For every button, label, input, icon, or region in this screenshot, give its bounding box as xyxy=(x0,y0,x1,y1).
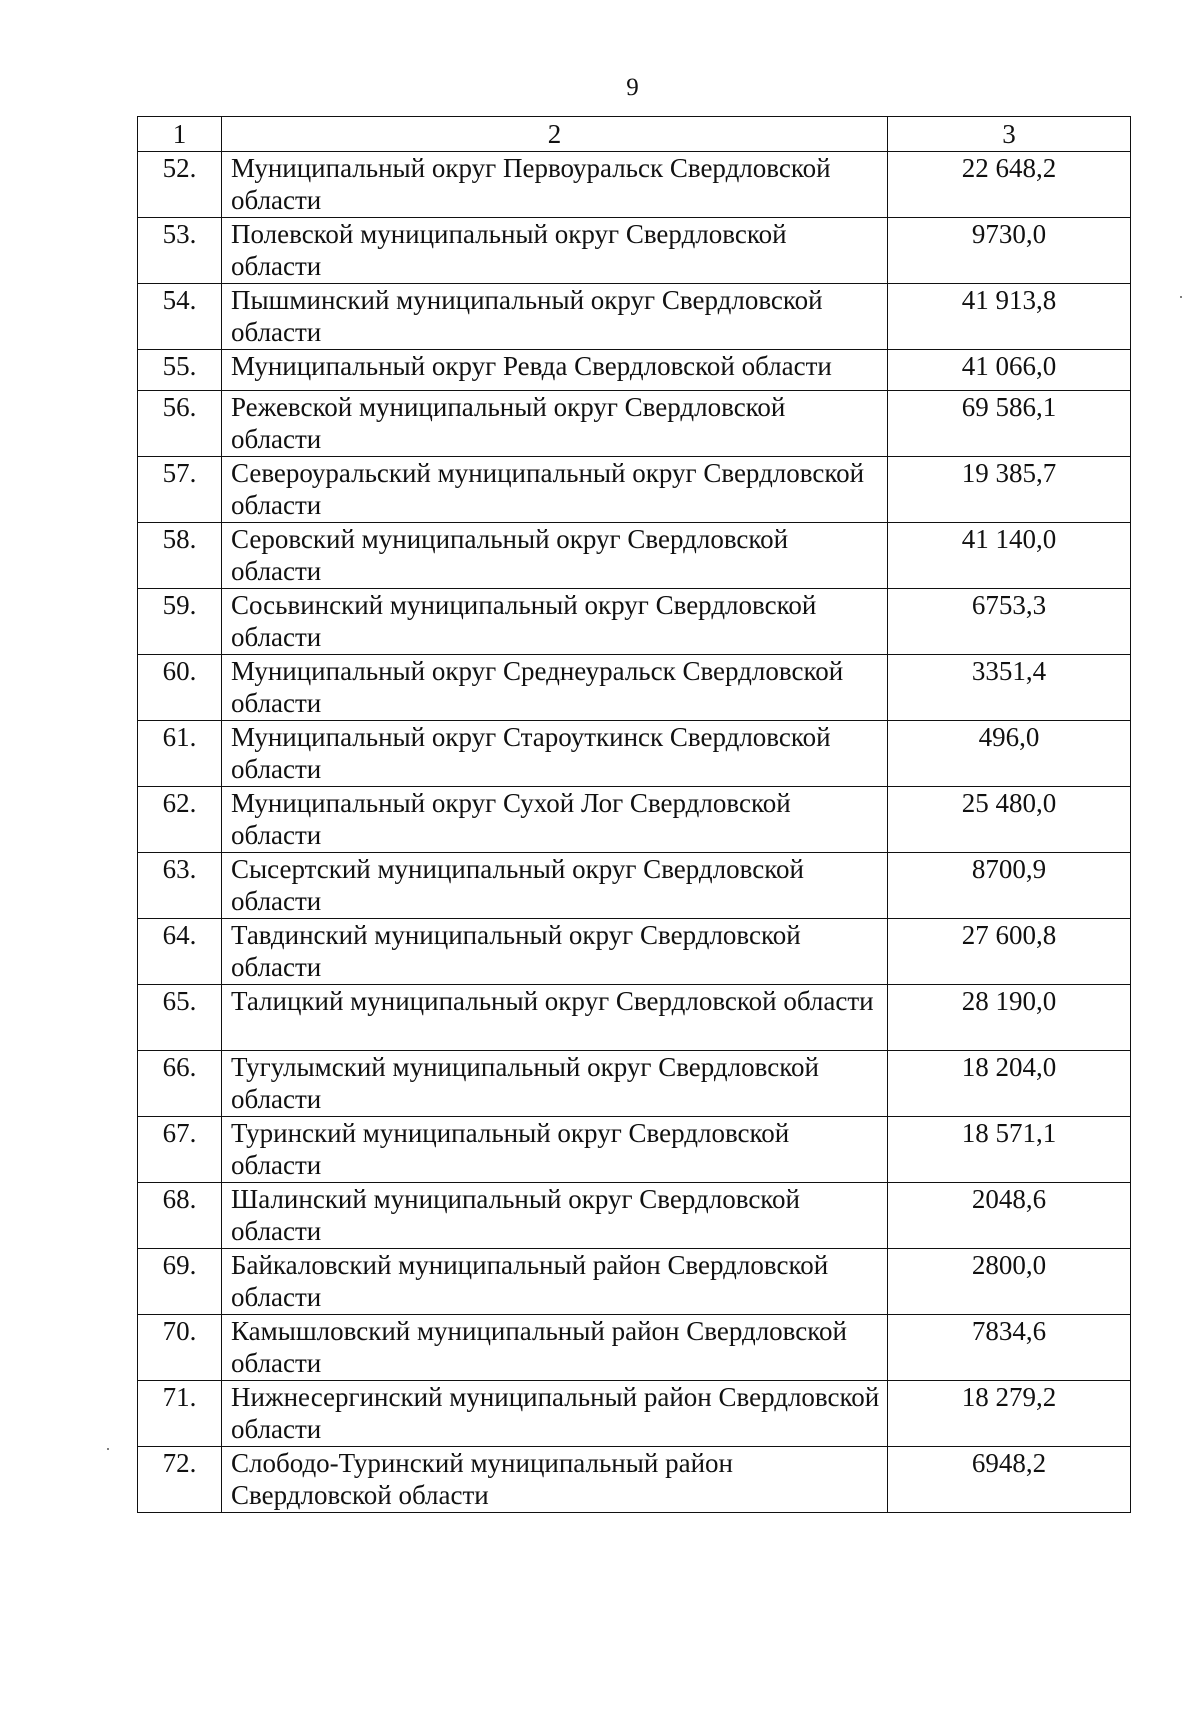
municipality-name: Североуральский муниципальный округ Свердловской области xyxy=(222,457,888,523)
amount-value: 41 066,0 xyxy=(888,350,1131,391)
row-number: 70. xyxy=(138,1315,222,1381)
row-number: 56. xyxy=(138,391,222,457)
amount-value: 8700,9 xyxy=(888,853,1131,919)
row-number: 65. xyxy=(138,985,222,1051)
table-row xyxy=(138,457,1131,523)
table-row xyxy=(138,1249,1131,1315)
municipality-name: Серовский муниципальный округ Свердловской области xyxy=(222,523,888,589)
municipality-name: Муниципальный округ Сухой Лог Свердловской области xyxy=(222,787,888,853)
table-row xyxy=(138,391,1131,457)
amount-value: 41 140,0 xyxy=(888,523,1131,589)
table-row xyxy=(138,1381,1131,1447)
amount-value: 6753,3 xyxy=(888,589,1131,655)
table-row xyxy=(138,523,1131,589)
table-row xyxy=(138,919,1131,985)
municipality-name: Тавдинский муниципальный округ Свердловской области xyxy=(222,919,888,985)
municipality-name: Тугулымский муниципальный округ Свердловской области xyxy=(222,1051,888,1117)
allocation-table xyxy=(137,116,1131,1513)
row-number: 68. xyxy=(138,1183,222,1249)
amount-value: 18 571,1 xyxy=(888,1117,1131,1183)
amount-value: 18 204,0 xyxy=(888,1051,1131,1117)
table-row xyxy=(138,1051,1131,1117)
municipality-name: Туринский муниципальный округ Свердловской области xyxy=(222,1117,888,1183)
row-number: 55. xyxy=(138,350,222,391)
header-col-1: 1 xyxy=(138,117,222,152)
row-number: 63. xyxy=(138,853,222,919)
municipality-name: Пышминский муниципальный округ Свердловской области xyxy=(222,284,888,350)
amount-value: 2048,6 xyxy=(888,1183,1131,1249)
amount-value: 3351,4 xyxy=(888,655,1131,721)
municipality-name: Муниципальный округ Первоуральск Свердловской области xyxy=(222,152,888,218)
row-number: 54. xyxy=(138,284,222,350)
amount-value: 69 586,1 xyxy=(888,391,1131,457)
page-number: 9 xyxy=(626,74,639,101)
row-number: 66. xyxy=(138,1051,222,1117)
municipality-name: Полевской муниципальный округ Свердловской области xyxy=(222,218,888,284)
amount-value: 22 648,2 xyxy=(888,152,1131,218)
amount-value: 7834,6 xyxy=(888,1315,1131,1381)
municipality-name: Муниципальный округ Староуткинск Свердловской области xyxy=(222,721,888,787)
amount-value: 9730,0 xyxy=(888,218,1131,284)
scan-speck xyxy=(1180,296,1182,298)
table-header-row xyxy=(138,117,1131,152)
amount-value: 19 385,7 xyxy=(888,457,1131,523)
table-row xyxy=(138,1117,1131,1183)
table-row xyxy=(138,655,1131,721)
amount-value: 25 480,0 xyxy=(888,787,1131,853)
row-number: 64. xyxy=(138,919,222,985)
municipality-name: Талицкий муниципальный округ Свердловской области xyxy=(222,985,888,1051)
municipality-name: Байкаловский муниципальный район Свердловской области xyxy=(222,1249,888,1315)
row-number: 61. xyxy=(138,721,222,787)
table-row xyxy=(138,1447,1131,1513)
table-row xyxy=(138,1183,1131,1249)
table-row xyxy=(138,284,1131,350)
municipality-name: Слободо-Туринский муниципальный район Свердловской области xyxy=(222,1447,888,1513)
row-number: 69. xyxy=(138,1249,222,1315)
amount-value: 28 190,0 xyxy=(888,985,1131,1051)
municipality-name: Сысертский муниципальный округ Свердловской области xyxy=(222,853,888,919)
municipality-name: Камышловский муниципальный район Свердловской области xyxy=(222,1315,888,1381)
row-number: 59. xyxy=(138,589,222,655)
municipality-name: Режевской муниципальный округ Свердловской области xyxy=(222,391,888,457)
row-number: 60. xyxy=(138,655,222,721)
header-col-3: 3 xyxy=(888,117,1131,152)
municipality-name: Шалинский муниципальный округ Свердловской области xyxy=(222,1183,888,1249)
amount-value: 27 600,8 xyxy=(888,919,1131,985)
row-number: 53. xyxy=(138,218,222,284)
municipality-name: Муниципальный округ Среднеуральск Свердловской области xyxy=(222,655,888,721)
municipality-name: Муниципальный округ Ревда Свердловской области xyxy=(222,350,888,391)
table-row xyxy=(138,589,1131,655)
table-row xyxy=(138,218,1131,284)
table-row xyxy=(138,1315,1131,1381)
row-number: 62. xyxy=(138,787,222,853)
amount-value: 6948,2 xyxy=(888,1447,1131,1513)
municipality-name: Нижнесергинский муниципальный район Свердловской области xyxy=(222,1381,888,1447)
scan-speck xyxy=(107,1448,109,1450)
row-number: 57. xyxy=(138,457,222,523)
row-number: 58. xyxy=(138,523,222,589)
row-number: 72. xyxy=(138,1447,222,1513)
table-row xyxy=(138,350,1131,391)
amount-value: 496,0 xyxy=(888,721,1131,787)
amount-value: 41 913,8 xyxy=(888,284,1131,350)
municipality-name: Сосьвинский муниципальный округ Свердловской области xyxy=(222,589,888,655)
header-col-2: 2 xyxy=(222,117,888,152)
table-row xyxy=(138,787,1131,853)
table-row xyxy=(138,721,1131,787)
table-row xyxy=(138,985,1131,1051)
amount-value: 2800,0 xyxy=(888,1249,1131,1315)
table-row xyxy=(138,853,1131,919)
row-number: 52. xyxy=(138,152,222,218)
table-row xyxy=(138,152,1131,218)
amount-value: 18 279,2 xyxy=(888,1381,1131,1447)
row-number: 71. xyxy=(138,1381,222,1447)
row-number: 67. xyxy=(138,1117,222,1183)
